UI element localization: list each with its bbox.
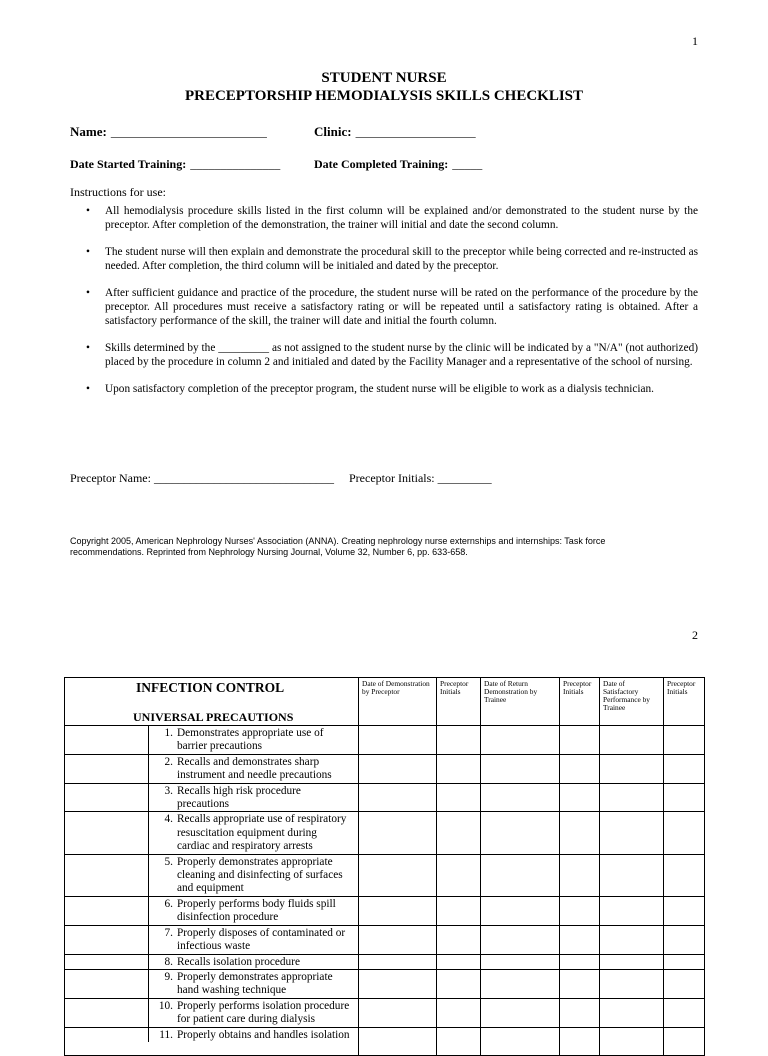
column-header: Preceptor Initials: [560, 678, 600, 726]
skill-number: 7.: [164, 926, 173, 939]
section-title: INFECTION CONTROL: [136, 680, 285, 695]
checklist-entry-cell[interactable]: [481, 754, 560, 783]
instruction-item: [70, 287, 698, 328]
skill-number: 10.: [158, 999, 173, 1012]
skill-text: Demonstrates appropriate use of barrier precautions: [177, 727, 324, 753]
bullet-icon: •: [86, 205, 90, 217]
document-title-line1: STUDENT NURSE: [321, 70, 447, 86]
clinic-label: Clinic:: [314, 124, 352, 139]
section-header-cell: [65, 678, 359, 726]
table-row: [65, 998, 705, 1027]
column-header: Preceptor Initials: [664, 678, 705, 726]
bullet-icon: •: [86, 246, 90, 259]
checklist-entry-cell[interactable]: [560, 812, 600, 854]
checklist-entry-cell[interactable]: [437, 1027, 481, 1055]
clinic-blank: ____________________: [355, 125, 476, 139]
skill-text: Properly disposes of contaminated or infectious waste: [177, 926, 346, 953]
bullet-icon: •: [86, 383, 90, 396]
preceptor-initials-field[interactable]: Preceptor Initials: _________: [349, 471, 492, 485]
checklist-entry-cell[interactable]: [437, 896, 481, 925]
skill-item: [148, 970, 358, 998]
checklist-entry-cell[interactable]: [560, 969, 600, 998]
checklist-entry-cell[interactable]: [664, 726, 705, 755]
checklist-entry-cell[interactable]: [664, 925, 705, 954]
checklist-entry-cell[interactable]: [359, 754, 437, 783]
checklist-entry-cell[interactable]: [359, 896, 437, 925]
skill-item: [148, 897, 358, 925]
skill-item: [148, 755, 358, 783]
checklist-entry-cell[interactable]: [481, 854, 560, 896]
table-row: [65, 754, 705, 783]
skill-item: [148, 855, 358, 896]
checklist-entry-cell[interactable]: [664, 998, 705, 1027]
skill-number: 8.: [164, 955, 173, 968]
checklist-entry-cell[interactable]: [437, 925, 481, 954]
skill-number: 2.: [164, 755, 173, 768]
checklist-entry-cell[interactable]: [481, 969, 560, 998]
instruction-text: The student nurse will then explain and demonstrate the procedural skill to the preceptor while being corrected and re-instructed as needed. After completion, the third column will be initialed and dated by the preceptor.: [105, 246, 698, 272]
column-header: Date of Satisfactory Performance by Trainee: [600, 678, 664, 726]
checklist-entry-cell[interactable]: [600, 754, 664, 783]
checklist-entry-cell[interactable]: [664, 854, 705, 896]
document-title-line2: PRECEPTORSHIP HEMODIALYSIS SKILLS CHECKLIST: [184, 88, 584, 104]
skill-number: 5.: [164, 855, 173, 868]
clinic-field[interactable]: [314, 123, 476, 141]
checklist-entry-cell[interactable]: [560, 925, 600, 954]
checklist-entry-cell[interactable]: [359, 726, 437, 755]
checklist-entry-cell[interactable]: [359, 969, 437, 998]
skill-item: [148, 1028, 358, 1042]
checklist-entry-cell[interactable]: [359, 812, 437, 854]
checklist-entry-cell[interactable]: [560, 783, 600, 812]
checklist-entry-cell[interactable]: [664, 1027, 705, 1055]
checklist-entry-cell[interactable]: [437, 812, 481, 854]
checklist-entry-cell[interactable]: [600, 896, 664, 925]
checklist-entry-cell[interactable]: [481, 1027, 560, 1055]
skill-number: 3.: [164, 784, 173, 797]
skill-item: [148, 926, 358, 954]
skill-number: 4.: [164, 813, 173, 826]
checklist-entry-cell[interactable]: [600, 998, 664, 1027]
instructions-heading: Instructions for use:: [70, 185, 166, 199]
instruction-text: Upon satisfactory completion of the preceptor program, the student nurse will be eligible to work as a dialysis technician.: [105, 383, 655, 396]
skill-item: [148, 784, 358, 812]
checklist-entry-cell[interactable]: [560, 1027, 600, 1055]
checklist-entry-cell[interactable]: [437, 998, 481, 1027]
checklist-entry-cell[interactable]: [600, 954, 664, 969]
skill-text: Properly performs isolation procedure for patient care during dialysis: [177, 999, 350, 1026]
column-header: Preceptor Initials: [437, 678, 481, 726]
skill-number: 9.: [164, 970, 173, 983]
checklist-entry-cell[interactable]: [481, 812, 560, 854]
instruction-item: [70, 342, 698, 369]
page-number: 2: [692, 628, 698, 642]
skill-text: Recalls high risk procedure precautions: [177, 784, 301, 811]
skill-text: Recalls appropriate use of respiratory resuscitation equipment during cardiac and respiratory arrests: [177, 813, 347, 853]
skill-number: 11.: [159, 1028, 173, 1041]
date-completed-blank: _____: [452, 157, 483, 171]
skill-text: Properly demonstrates appropriate cleaning and disinfecting of surfaces and equipment: [177, 855, 343, 895]
checklist-entry-cell[interactable]: [359, 954, 437, 969]
checklist-entry-cell[interactable]: [359, 1027, 437, 1055]
checklist-entry-cell[interactable]: [359, 854, 437, 896]
instruction-text: Skills determined by the _________ as not assigned to the student nurse by the clinic will be indicated by a "N/A" (not authorized) placed by the procedure in column 2 and initialed and dated by the Facility Manager and a representative of the school of nursing.: [105, 342, 698, 368]
table-header-row: [65, 678, 705, 726]
skill-item: [148, 999, 358, 1027]
checklist-entry-cell[interactable]: [600, 783, 664, 812]
checklist-entry-cell[interactable]: [359, 925, 437, 954]
checklist-entry-cell[interactable]: [560, 998, 600, 1027]
checklist-entry-cell[interactable]: [560, 726, 600, 755]
table-row: [65, 812, 705, 854]
checklist-entry-cell[interactable]: [481, 925, 560, 954]
checklist-entry-cell[interactable]: [437, 726, 481, 755]
skill-number: 1.: [164, 727, 173, 739]
bullet-icon: •: [86, 287, 90, 300]
instruction-item: [70, 205, 698, 232]
skill-text: Properly obtains and handles isolation: [177, 1028, 350, 1041]
checklist-entry-cell[interactable]: [359, 998, 437, 1027]
checklist-entry-cell[interactable]: [481, 783, 560, 812]
date-started-blank: _______________: [190, 157, 281, 171]
table-row: [65, 783, 705, 812]
checklist-entry-cell[interactable]: [600, 969, 664, 998]
skill-number: 6.: [164, 897, 173, 910]
checklist-entry-cell[interactable]: [600, 812, 664, 854]
checklist-entry-cell[interactable]: [437, 854, 481, 896]
checklist-entry-cell[interactable]: [437, 954, 481, 969]
table-row: [65, 726, 705, 755]
instruction-item: [70, 246, 698, 273]
preceptor-name-field[interactable]: Preceptor Name: ______________________________: [70, 471, 334, 485]
checklist-entry-cell[interactable]: [560, 896, 600, 925]
bullet-icon: •: [86, 342, 90, 355]
checklist-entry-cell[interactable]: [664, 783, 705, 812]
name-label: Name:: [70, 124, 107, 139]
skill-text: Properly performs body fluids spill disinfection procedure: [177, 897, 336, 924]
skill-item: [148, 726, 358, 754]
name-field[interactable]: [70, 123, 267, 141]
skill-text: Recalls and demonstrates sharp instrument and needle precautions: [177, 755, 332, 782]
checklist-entry-cell[interactable]: [664, 754, 705, 783]
copyright-notice: Copyright 2005, American Nephrology Nurses' Association (ANNA). Creating nephrology nurse externships and internships: Task force recommendations. Reprinted from Nephrology Nursing Journal, Volume 32, Number 6, pp. 633-658.: [70, 536, 606, 557]
skill-text: Properly demonstrates appropriate hand washing technique: [177, 970, 333, 997]
date-started-field[interactable]: [70, 155, 280, 173]
checklist-entry-cell[interactable]: [359, 783, 437, 812]
checklist-entry-cell[interactable]: [481, 954, 560, 969]
skill-item: [148, 955, 358, 969]
section-subtitle: UNIVERSAL PRECAUTIONS: [133, 710, 294, 724]
checklist-entry-cell[interactable]: [560, 954, 600, 969]
checklist-entry-cell[interactable]: [560, 854, 600, 896]
table-row: [65, 954, 705, 969]
table-row: [65, 854, 705, 896]
checklist-entry-cell[interactable]: [600, 1027, 664, 1055]
checklist-entry-cell[interactable]: [664, 954, 705, 969]
checklist-entry-cell[interactable]: [664, 969, 705, 998]
skill-text: Recalls isolation procedure: [177, 955, 300, 968]
table-row: [65, 1027, 705, 1055]
checklist-entry-cell[interactable]: [600, 854, 664, 896]
page-number: 1: [692, 34, 698, 48]
checklist-entry-cell[interactable]: [437, 754, 481, 783]
checklist-entry-cell[interactable]: [664, 896, 705, 925]
checklist-entry-cell[interactable]: [560, 754, 600, 783]
checklist-entry-cell[interactable]: [437, 783, 481, 812]
checklist-entry-cell[interactable]: [481, 896, 560, 925]
name-blank: __________________________: [110, 125, 267, 139]
checklist-entry-cell[interactable]: [437, 969, 481, 998]
skill-item: [148, 812, 358, 853]
checklist-entry-cell[interactable]: [664, 812, 705, 854]
checklist-entry-cell[interactable]: [481, 998, 560, 1027]
checklist-entry-cell[interactable]: [600, 726, 664, 755]
column-header: Date of Return Demonstration by Trainee: [481, 678, 560, 726]
date-completed-label: Date Completed Training:: [314, 157, 449, 171]
skills-checklist-table: [64, 677, 705, 1056]
table-row: [65, 969, 705, 998]
instructions-list: [70, 205, 698, 411]
instruction-text: After sufficient guidance and practice of the procedure, the student nurse will be rated on the performance of the procedure by the preceptor. All procedures must receive a satisfactory rating or will be repeated until a satisfactory rating is obtained. After a satisfactory performance of the skill, the trainer will date and initial the fourth column.: [105, 287, 698, 327]
instruction-text: All hemodialysis procedure skills listed in the first column will be explained and/or demonstrated to the student nurse by the preceptor. After completion of the demonstration, the trainer will initial and date the second column.: [105, 205, 698, 231]
checklist-entry-cell[interactable]: [481, 726, 560, 755]
table-row: [65, 925, 705, 954]
checklist-entry-cell[interactable]: [600, 925, 664, 954]
date-started-label: Date Started Training:: [70, 157, 187, 171]
table-row: [65, 896, 705, 925]
date-completed-field[interactable]: [314, 155, 482, 173]
column-header: Date of Demonstration by Preceptor: [359, 678, 437, 726]
instruction-item: [70, 383, 698, 397]
